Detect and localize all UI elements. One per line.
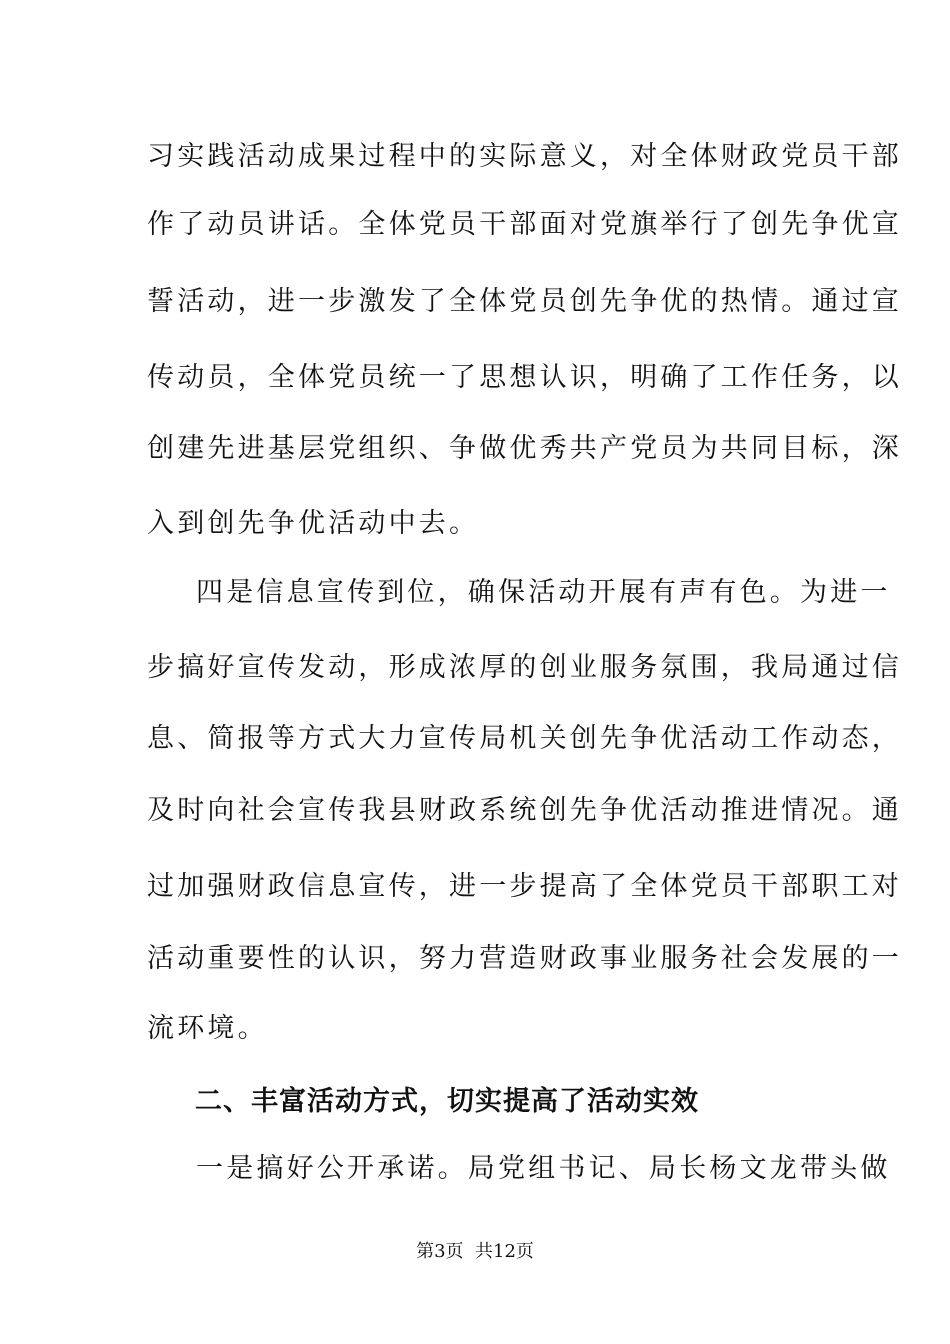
paragraph-line: 誓活动，进一步激发了全体党员创先争优的热情。通过宣: [147, 286, 902, 317]
paragraph-line: 传动员，全体党员统一了思想认识，明确了工作任务，以: [147, 362, 902, 393]
page-footer: [0, 1240, 950, 1264]
page-number-label: 第3页 共12页: [416, 1241, 534, 1262]
paragraph-line: 一是搞好公开承诺。局党组书记、局长杨文龙带头做: [196, 1153, 891, 1184]
paragraph-line: 过加强财政信息宣传，进一步提高了全体党员干部职工对: [147, 871, 902, 902]
section-heading: 二、丰富活动方式，切实提高了活动实效: [195, 1086, 699, 1117]
paragraph-line: 活动重要性的认识，努力营造财政事业服务社会发展的一: [147, 943, 902, 974]
paragraph-line: 习实践活动成果过程中的实际意义，对全体财政党员干部: [147, 141, 902, 172]
paragraph-line: 流环境。: [147, 1013, 268, 1044]
paragraph-line: 创建先进基层党组织、争做优秀共产党员为共同目标，深: [147, 433, 902, 464]
paragraph-line: 息、简报等方式大力宣传局机关创先争优活动工作动态，: [147, 723, 902, 754]
paragraph-line: 四是信息宣传到位，确保活动开展有声有色。为进一: [196, 577, 891, 608]
paragraph-line: 入到创先争优活动中去。: [147, 508, 480, 539]
paragraph-line: 及时向社会宣传我县财政系统创先争优活动推进情况。通: [147, 795, 902, 826]
paragraph-line: 作了动员讲话。全体党员干部面对党旗举行了创先争优宣: [147, 209, 902, 240]
paragraph-line: 步搞好宣传发动，形成浓厚的创业服务氛围，我局通过信: [147, 652, 902, 683]
